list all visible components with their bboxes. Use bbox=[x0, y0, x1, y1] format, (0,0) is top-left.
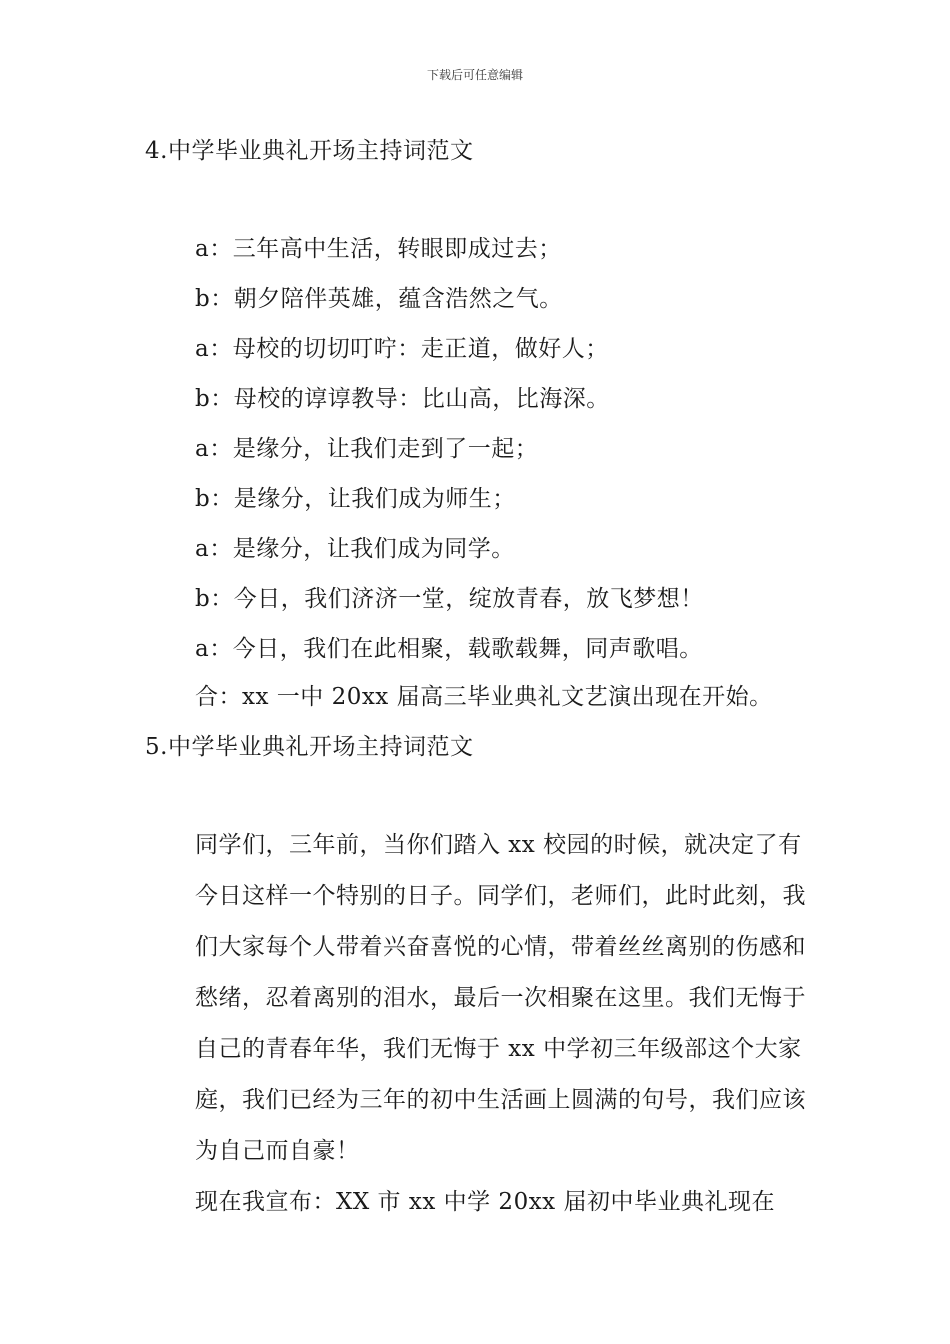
dialogue-line: a：是缘分，让我们成为同学。 bbox=[195, 536, 515, 562]
dialogue-line: 合：xx 一中 20xx 届高三毕业典礼文艺演出现在开始。 bbox=[195, 684, 773, 710]
dialogue-line: b：母校的谆谆教导：比山高，比海深。 bbox=[195, 386, 610, 412]
page-header: 下载后可任意编辑 bbox=[426, 68, 523, 82]
section-4-title: 4.中学毕业典礼开场主持词范文 bbox=[145, 138, 474, 164]
body-paragraph: 现在我宣布：XX 市 xx 中学 20xx 届初中毕业典礼现在 bbox=[195, 1189, 775, 1215]
dialogue-line: a：三年高中生活，转眼即成过去； bbox=[195, 236, 562, 262]
dialogue-line: b：是缘分，让我们成为师生； bbox=[195, 486, 516, 512]
dialogue-line: a：今日，我们在此相聚，载歌载舞，同声歌唱。 bbox=[195, 636, 703, 662]
section-5-title: 5.中学毕业典礼开场主持词范文 bbox=[145, 734, 474, 760]
dialogue-line: a：是缘分，让我们走到了一起； bbox=[195, 436, 539, 462]
dialogue-line: b：今日，我们济济一堂，绽放青春，放飞梦想！ bbox=[195, 586, 704, 612]
section-5-body bbox=[145, 820, 813, 1228]
dialogue-line: b：朝夕陪伴英雄，蕴含浩然之气。 bbox=[195, 286, 563, 312]
dialogue-line: a：母校的切切叮咛：走正道，做好人； bbox=[195, 336, 609, 362]
body-paragraph: 同学们，三年前，当你们踏入 xx 校园的时候，就决定了有今日这样一个特别的日子。同学们，老师们，此时此刻，我们大家每个人带着兴奋喜悦的心情，带着丝丝离别的伤感和愁绪，忍着离别的泪水，最后一次相聚在这里。我们无悔于自己的青春年华，我们无悔于 xx 中学初三年级部这个大家庭，我们已经为三年的初中生活画上圆满的句号，我们应该为自己而自豪！ bbox=[195, 832, 806, 1164]
